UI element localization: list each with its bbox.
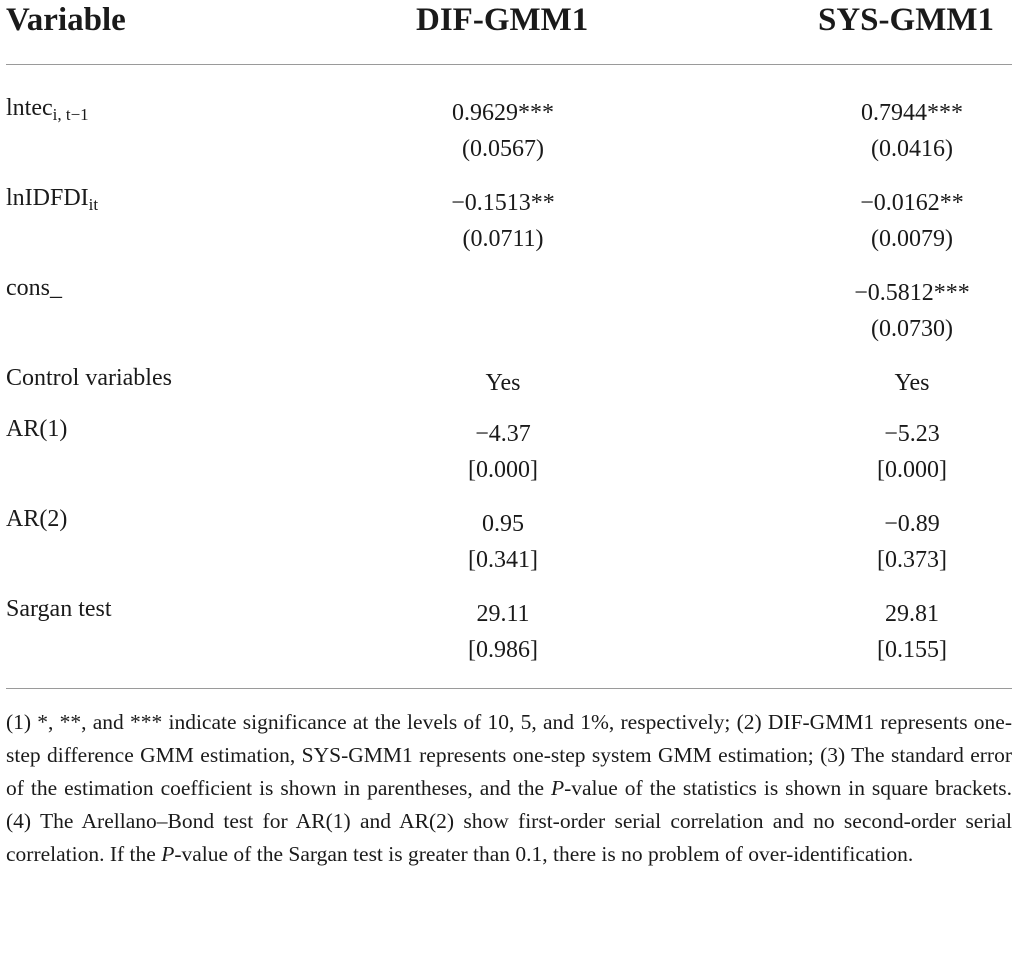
cell-value: −0.5812***	[854, 280, 970, 306]
table-footnote: (1) *, **, and *** indicate significance at the levels of 10, 5, and 1%, respectively; (2) DIF-GMM1 represents one-step difference GMM estimation, SYS-GMM1 represents one-step system GMM estimation; (3) The standard error of the estimation coefficient is shown in parentheses, and the P-value of the statistics is shown in square brackets. (4) The Arellano–Bond test for AR(1) and AR(2) show first-order serial correlation and no second-order serial correlation. If the P-value of the Sargan test is greater than 0.1, there is no problem of over-identification.	[6, 710, 1012, 866]
row-label: cons_	[6, 275, 62, 301]
cell-stat: [0.155]	[877, 637, 947, 663]
cell-stat: (0.0730)	[871, 316, 953, 342]
cell-value: Yes	[894, 370, 930, 396]
cell-value: 29.11	[476, 601, 530, 627]
sys-gmm1-cell	[802, 95, 1019, 167]
dif-gmm1-cell	[393, 596, 613, 668]
cell-value: 0.9629***	[452, 100, 554, 126]
cell-value: 0.95	[482, 511, 524, 537]
top-rule	[6, 64, 1012, 65]
sys-gmm1-cell	[802, 275, 1019, 347]
bottom-rule	[6, 688, 1012, 689]
table-header	[0, 0, 1019, 64]
cell-stat: [0.986]	[468, 637, 538, 663]
row-label: AR(2)	[6, 506, 68, 532]
cell-value: −0.1513**	[451, 190, 555, 216]
header-variable: Variable	[6, 2, 126, 38]
sys-gmm1-cell	[802, 185, 1019, 257]
dif-gmm1-cell	[393, 506, 613, 578]
cell-value	[393, 275, 613, 311]
cell-stat: [0.000]	[877, 457, 947, 483]
cell-stat: (0.0079)	[871, 226, 953, 252]
row-label: lnIDFDI$_{it}$	[6, 185, 99, 214]
cell-value: 0.7944***	[861, 100, 963, 126]
row-label: Sargan test	[6, 596, 112, 622]
sys-gmm1-cell	[802, 365, 1019, 401]
sys-gmm1-cell	[802, 416, 1019, 488]
dif-gmm1-cell	[393, 416, 613, 488]
row-label: lntec$_{i, t-1}$	[6, 95, 89, 124]
dif-gmm1-cell	[393, 365, 613, 401]
cell-stat: [0.373]	[877, 547, 947, 573]
dif-gmm1-cell	[393, 185, 613, 257]
cell-value: −5.23	[884, 421, 940, 447]
dif-gmm1-cell	[393, 95, 613, 167]
cell-value: Yes	[485, 370, 521, 396]
cell-stat: (0.0711)	[462, 226, 544, 252]
cell-value: −0.0162**	[860, 190, 964, 216]
cell-value: −0.89	[884, 511, 940, 537]
sys-gmm1-cell	[802, 506, 1019, 578]
row-label: AR(1)	[6, 416, 68, 442]
header-dif-gmm1: DIF-GMM1	[416, 2, 589, 38]
row-label: Control variables	[6, 365, 172, 391]
dif-gmm1-cell	[393, 275, 613, 347]
cell-stat: (0.0416)	[871, 136, 953, 162]
cell-stat	[393, 311, 613, 347]
cell-stat: [0.000]	[468, 457, 538, 483]
header-sys-gmm1: SYS-GMM1	[818, 2, 994, 38]
cell-stat: [0.341]	[468, 547, 538, 573]
cell-stat: (0.0567)	[462, 136, 544, 162]
cell-value: 29.81	[885, 601, 939, 627]
cell-value: −4.37	[475, 421, 531, 447]
sys-gmm1-cell	[802, 596, 1019, 668]
